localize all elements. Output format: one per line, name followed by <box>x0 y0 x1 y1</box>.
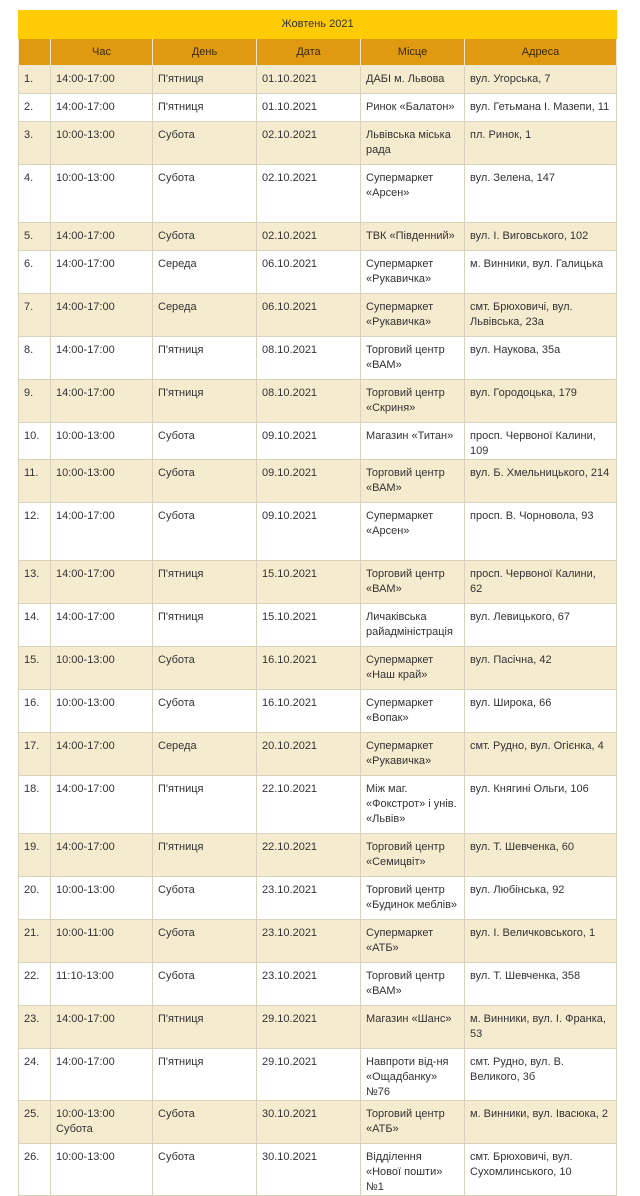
cell-num: 16. <box>19 690 51 733</box>
cell-address: вул. Т. Шевченка, 358 <box>465 963 617 1006</box>
table-row <box>19 94 617 122</box>
cell-date: 09.10.2021 <box>257 503 361 561</box>
cell-address: вул. І. Виговського, 102 <box>465 223 617 251</box>
table-row <box>19 66 617 94</box>
table-row <box>19 1144 617 1196</box>
cell-time: 14:00-17:00 <box>51 251 153 294</box>
cell-time: 10:00-13:00 <box>51 165 153 223</box>
cell-num: 3. <box>19 122 51 165</box>
cell-date: 08.10.2021 <box>257 337 361 380</box>
cell-day: П'ятниця <box>153 380 257 423</box>
cell-address: просп. В. Чорновола, 93 <box>465 503 617 561</box>
cell-time: 10:00-13:00 <box>51 423 153 460</box>
cell-num: 20. <box>19 877 51 920</box>
table-row <box>19 1101 617 1144</box>
cell-day: П'ятниця <box>153 66 257 94</box>
cell-num: 12. <box>19 503 51 561</box>
cell-date: 23.10.2021 <box>257 877 361 920</box>
cell-place: Торговий центр «ВАМ» <box>361 460 465 503</box>
cell-time: 14:00-17:00 <box>51 561 153 604</box>
table-row <box>19 1006 617 1049</box>
table-row <box>19 963 617 1006</box>
table-row <box>19 251 617 294</box>
cell-day: П'ятниця <box>153 1049 257 1101</box>
cell-place: Супермаркет «Рукавичка» <box>361 294 465 337</box>
cell-time: 14:00-17:00 <box>51 94 153 122</box>
table-row <box>19 690 617 733</box>
table-row <box>19 380 617 423</box>
cell-address: вул. Княгині Ольги, 106 <box>465 776 617 834</box>
cell-day: Середа <box>153 733 257 776</box>
cell-time: 10:00-13:00 Субота <box>51 1101 153 1144</box>
table-row <box>19 604 617 647</box>
cell-address: смт. Рудно, вул. В. Великого, 3б <box>465 1049 617 1101</box>
cell-address: пл. Ринок, 1 <box>465 122 617 165</box>
cell-num: 5. <box>19 223 51 251</box>
cell-time: 10:00-13:00 <box>51 460 153 503</box>
table-row <box>19 1049 617 1101</box>
cell-num: 26. <box>19 1144 51 1196</box>
cell-address: вул. Б. Хмельницького, 214 <box>465 460 617 503</box>
table-row <box>19 877 617 920</box>
cell-num: 11. <box>19 460 51 503</box>
cell-time: 10:00-13:00 <box>51 877 153 920</box>
cell-address: вул. Широка, 66 <box>465 690 617 733</box>
cell-day: П'ятниця <box>153 834 257 877</box>
cell-num: 14. <box>19 604 51 647</box>
cell-num: 23. <box>19 1006 51 1049</box>
cell-day: Субота <box>153 503 257 561</box>
cell-date: 02.10.2021 <box>257 165 361 223</box>
cell-day: Субота <box>153 1144 257 1196</box>
table-row <box>19 776 617 834</box>
cell-time: 10:00-13:00 <box>51 690 153 733</box>
cell-date: 01.10.2021 <box>257 94 361 122</box>
cell-date: 30.10.2021 <box>257 1144 361 1196</box>
cell-place: Торговий центр «ВАМ» <box>361 963 465 1006</box>
cell-place: Торговий центр «ВАМ» <box>361 337 465 380</box>
cell-num: 2. <box>19 94 51 122</box>
cell-place: Супермаркет «Рукавичка» <box>361 251 465 294</box>
col-header-number <box>19 39 51 66</box>
cell-day: Субота <box>153 165 257 223</box>
col-header-address: Адреса <box>465 39 617 66</box>
cell-place: ТВК «Південний» <box>361 223 465 251</box>
cell-time: 10:00-13:00 <box>51 647 153 690</box>
col-header-day: День <box>153 39 257 66</box>
cell-address: просп. Червоної Калини, 109 <box>465 423 617 460</box>
cell-day: Субота <box>153 423 257 460</box>
cell-place: Торговий центр «АТБ» <box>361 1101 465 1144</box>
cell-day: Субота <box>153 1101 257 1144</box>
table-row <box>19 561 617 604</box>
cell-time: 14:00-17:00 <box>51 834 153 877</box>
cell-day: Субота <box>153 920 257 963</box>
cell-num: 15. <box>19 647 51 690</box>
cell-num: 7. <box>19 294 51 337</box>
cell-date: 23.10.2021 <box>257 920 361 963</box>
cell-address: вул. Левицького, 67 <box>465 604 617 647</box>
cell-num: 24. <box>19 1049 51 1101</box>
table-row <box>19 423 617 460</box>
table-row <box>19 165 617 223</box>
table-row <box>19 920 617 963</box>
cell-address: вул. Зелена, 147 <box>465 165 617 223</box>
cell-date: 08.10.2021 <box>257 380 361 423</box>
month-header-row <box>19 11 617 39</box>
cell-num: 6. <box>19 251 51 294</box>
table-row <box>19 503 617 561</box>
cell-num: 19. <box>19 834 51 877</box>
cell-place: Відділення «Нової пошти» №1 <box>361 1144 465 1196</box>
cell-date: 06.10.2021 <box>257 294 361 337</box>
cell-num: 9. <box>19 380 51 423</box>
cell-time: 10:00-13:00 <box>51 1144 153 1196</box>
cell-date: 29.10.2021 <box>257 1006 361 1049</box>
cell-day: Субота <box>153 963 257 1006</box>
cell-address: смт. Рудно, вул. Огієнка, 4 <box>465 733 617 776</box>
cell-time: 14:00-17:00 <box>51 66 153 94</box>
cell-place: Торговий центр «Скриня» <box>361 380 465 423</box>
cell-day: Середа <box>153 294 257 337</box>
cell-num: 8. <box>19 337 51 380</box>
cell-time: 14:00-17:00 <box>51 776 153 834</box>
table-row <box>19 223 617 251</box>
schedule-table <box>18 10 617 1196</box>
cell-date: 16.10.2021 <box>257 690 361 733</box>
cell-day: П'ятниця <box>153 561 257 604</box>
cell-date: 01.10.2021 <box>257 66 361 94</box>
table-row <box>19 460 617 503</box>
cell-time: 14:00-17:00 <box>51 733 153 776</box>
cell-address: просп. Червоної Калини, 62 <box>465 561 617 604</box>
cell-date: 09.10.2021 <box>257 423 361 460</box>
cell-address: м. Винники, вул. Галицька <box>465 251 617 294</box>
cell-num: 25. <box>19 1101 51 1144</box>
cell-date: 09.10.2021 <box>257 460 361 503</box>
cell-day: П'ятниця <box>153 1006 257 1049</box>
cell-place: Супермаркет «Наш край» <box>361 647 465 690</box>
cell-date: 15.10.2021 <box>257 604 361 647</box>
cell-day: П'ятниця <box>153 604 257 647</box>
table-row <box>19 733 617 776</box>
cell-place: Супермаркет «Арсен» <box>361 165 465 223</box>
cell-address: вул. Т. Шевченка, 60 <box>465 834 617 877</box>
cell-address: смт. Брюховичі, вул. Сухомлинського, 10 <box>465 1144 617 1196</box>
cell-date: 16.10.2021 <box>257 647 361 690</box>
cell-day: Середа <box>153 251 257 294</box>
cell-date: 02.10.2021 <box>257 122 361 165</box>
cell-address: вул. Наукова, 35а <box>465 337 617 380</box>
cell-place: Торговий центр «Семицвіт» <box>361 834 465 877</box>
cell-place: Магазин «Титан» <box>361 423 465 460</box>
cell-date: 02.10.2021 <box>257 223 361 251</box>
cell-day: Субота <box>153 647 257 690</box>
cell-day: Субота <box>153 690 257 733</box>
cell-place: Торговий центр «ВАМ» <box>361 561 465 604</box>
cell-place: Львівська міська рада <box>361 122 465 165</box>
cell-day: Субота <box>153 223 257 251</box>
cell-day: Субота <box>153 122 257 165</box>
cell-time: 14:00-17:00 <box>51 503 153 561</box>
cell-date: 23.10.2021 <box>257 963 361 1006</box>
cell-num: 10. <box>19 423 51 460</box>
col-header-date: Дата <box>257 39 361 66</box>
cell-address: вул. Любінська, 92 <box>465 877 617 920</box>
cell-num: 18. <box>19 776 51 834</box>
cell-address: вул. Пасічна, 42 <box>465 647 617 690</box>
cell-num: 13. <box>19 561 51 604</box>
cell-date: 30.10.2021 <box>257 1101 361 1144</box>
cell-place: ДАБІ м. Львова <box>361 66 465 94</box>
table-row <box>19 122 617 165</box>
cell-time: 14:00-17:00 <box>51 337 153 380</box>
cell-address: вул. Угорська, 7 <box>465 66 617 94</box>
cell-time: 14:00-17:00 <box>51 604 153 647</box>
cell-address: смт. Брюховичі, вул. Львівська, 23а <box>465 294 617 337</box>
cell-address: вул. Городоцька, 179 <box>465 380 617 423</box>
cell-date: 20.10.2021 <box>257 733 361 776</box>
table-row <box>19 337 617 380</box>
cell-place: Супермаркет «АТБ» <box>361 920 465 963</box>
col-header-place: Місце <box>361 39 465 66</box>
table-row <box>19 834 617 877</box>
column-header-row <box>19 39 617 66</box>
cell-time: 14:00-17:00 <box>51 380 153 423</box>
cell-num: 17. <box>19 733 51 776</box>
col-header-time: Час <box>51 39 153 66</box>
cell-num: 22. <box>19 963 51 1006</box>
cell-place: Торговий центр «Будинок меблів» <box>361 877 465 920</box>
cell-time: 14:00-17:00 <box>51 223 153 251</box>
cell-address: м. Винники, вул. Івасюка, 2 <box>465 1101 617 1144</box>
cell-date: 22.10.2021 <box>257 776 361 834</box>
cell-place: Навпроти від-ня «Ощадбанку» №76 <box>361 1049 465 1101</box>
cell-day: Субота <box>153 877 257 920</box>
cell-date: 06.10.2021 <box>257 251 361 294</box>
cell-time: 10:00-11:00 <box>51 920 153 963</box>
cell-time: 10:00-13:00 <box>51 122 153 165</box>
table-row <box>19 647 617 690</box>
cell-day: Субота <box>153 460 257 503</box>
schedule-rows <box>19 66 617 1196</box>
cell-place: Личаківська райадміністрація <box>361 604 465 647</box>
cell-day: П'ятниця <box>153 94 257 122</box>
cell-date: 22.10.2021 <box>257 834 361 877</box>
cell-num: 21. <box>19 920 51 963</box>
cell-place: Супермаркет «Вопак» <box>361 690 465 733</box>
table-row <box>19 294 617 337</box>
month-title: Жовтень 2021 <box>19 11 617 39</box>
cell-place: Супермаркет «Рукавичка» <box>361 733 465 776</box>
cell-time: 14:00-17:00 <box>51 294 153 337</box>
cell-address: вул. Гетьмана І. Мазепи, 11 <box>465 94 617 122</box>
cell-date: 29.10.2021 <box>257 1049 361 1101</box>
cell-place: Ринок «Балатон» <box>361 94 465 122</box>
cell-num: 4. <box>19 165 51 223</box>
cell-time: 11:10-13:00 <box>51 963 153 1006</box>
cell-address: вул. І. Величковського, 1 <box>465 920 617 963</box>
cell-place: Між маг. «Фокстрот» і унів. «Львів» <box>361 776 465 834</box>
cell-place: Супермаркет «Арсен» <box>361 503 465 561</box>
cell-day: П'ятниця <box>153 776 257 834</box>
cell-place: Магазин «Шанс» <box>361 1006 465 1049</box>
cell-num: 1. <box>19 66 51 94</box>
cell-date: 15.10.2021 <box>257 561 361 604</box>
cell-time: 14:00-17:00 <box>51 1006 153 1049</box>
cell-time: 14:00-17:00 <box>51 1049 153 1101</box>
cell-day: П'ятниця <box>153 337 257 380</box>
cell-address: м. Винники, вул. І. Франка, 53 <box>465 1006 617 1049</box>
